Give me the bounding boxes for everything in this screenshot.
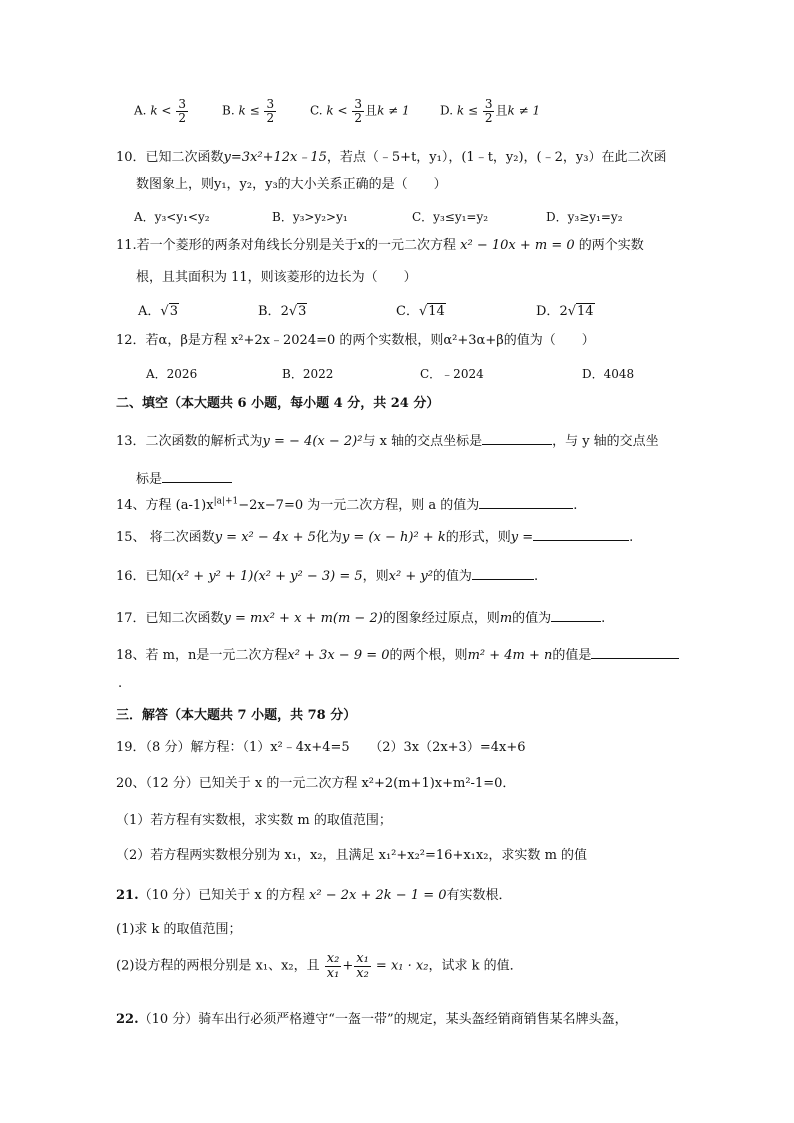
q15-end: .: [629, 530, 634, 545]
q13-text2: 与 x 轴的交点坐标是: [362, 434, 483, 449]
section3-title: 三．解答（本大题共 7 小题，共 78 分）: [116, 708, 357, 723]
q16-text1: 16．已知: [116, 569, 172, 584]
q18-eq1: x² + 3x − 9 = 0: [287, 648, 390, 663]
q11-b-coef: 2: [280, 304, 289, 319]
q20-line: 20、（12 分）已知关于 x 的一元二次方程 x²+2(m+1)x+m²-1=0．: [116, 776, 516, 791]
q22-text: （10 分）骑车出行必须严格遵守“一盔一带”的规定，某头盔经销商销售某名牌头盔，: [138, 1012, 628, 1027]
q9-option-d-and: 且: [495, 103, 508, 118]
q11-a-label: A．: [138, 304, 161, 319]
q18-line: [116, 646, 679, 664]
q18-eq2: m² + 4m + n: [467, 648, 553, 663]
q15-blank[interactable]: [533, 528, 629, 541]
q10-func: y=3x²+12x﹣15: [223, 150, 327, 165]
q15-text2: 化为: [315, 530, 342, 545]
q10-option-b: B．y₃>y₂>y₁: [272, 210, 348, 224]
q9-a-den: 2: [178, 110, 186, 125]
q9-option-a-var: k: [150, 103, 158, 118]
q9-options: [134, 98, 594, 138]
q21-frac1-den: x₁: [326, 965, 340, 981]
q13-equation: y = − 4(x − 2)²: [262, 434, 363, 449]
q21-part2: (2)设方程的两根分别是 x₁、x₂，且 $\frac{\text{x₂}}{\text{x₁}}$ + $\frac{\text{x₁}}{\text{x₂}}$ = x₁ · x₂，试求 k 的值．: [116, 951, 523, 981]
q9-option-a-op: <: [161, 103, 172, 118]
q18-end: .: [118, 676, 123, 691]
q21-p2a: (2)设方程的两根分别是 x₁、x₂，且: [116, 958, 320, 974]
q21-part1: (1)求 k 的取值范围；: [116, 922, 242, 937]
q9-option-d-label: D.: [440, 103, 454, 118]
q13-line2: [136, 470, 232, 488]
q9-option-c-op: <: [337, 103, 348, 118]
q15-text3: 的形式，则: [445, 530, 511, 545]
q17-eq2: m: [499, 611, 513, 626]
q13-text4: 标是: [136, 472, 163, 487]
q21-num: 21.: [116, 888, 139, 903]
q11-equation: x² − 10x + m = 0: [460, 238, 575, 253]
q11-option-b: [258, 300, 307, 319]
q17-text2: 的图象经过原点，则: [382, 611, 500, 626]
q9-option-d-op: ≤: [467, 103, 479, 118]
q10-option-a: A．y₃<y₁<y₂: [134, 210, 210, 224]
q9-option-b-frac: [264, 98, 276, 124]
q9-option-c-cond: k ≠ 1: [377, 103, 410, 118]
q9-d-num: 3: [484, 97, 493, 111]
q9-option-d-var: k: [456, 103, 465, 118]
q11-a-rad: 3: [169, 304, 178, 319]
q11-d-rad: 14: [577, 304, 594, 319]
q10-option-c: C．y₃≤y₁=y₂: [412, 210, 489, 224]
q21-frac1: [325, 952, 342, 980]
q9-option-c-label: C.: [310, 103, 323, 118]
q11-d-sqrt: √14: [567, 304, 594, 319]
q12-options: [146, 365, 646, 383]
q11-d-coef: 2: [559, 304, 568, 319]
q21-frac2: [354, 952, 371, 980]
q16-blank[interactable]: [472, 567, 534, 580]
q11-option-a: [138, 300, 179, 319]
q14-text1: 14、方程 (a-1)x: [116, 498, 214, 513]
q21-line: [116, 888, 512, 904]
q16-eq1: (x² + y² + 1)(x² + y² − 3) = 5: [171, 569, 363, 584]
q10-line1: [116, 150, 666, 166]
q21-frac2-den: x₂: [356, 965, 369, 981]
q9-option-b: [222, 98, 277, 124]
q19-line: 19．（8 分）解方程：（1）x²﹣4x+4=5 （2）3x（2x+3）=4x+6: [116, 740, 526, 755]
q13-blank1[interactable]: [482, 432, 552, 445]
q17-eq1: y = mx² + x + m(m − 2): [223, 611, 383, 626]
q16-end: .: [533, 569, 539, 584]
q22-num: 22.: [116, 1012, 139, 1027]
q9-d-den: 2: [484, 110, 493, 125]
q9-option-a-label: A.: [134, 103, 147, 118]
q14-end: .: [573, 498, 578, 513]
q22-line: [116, 1012, 628, 1028]
q9-option-a: [134, 98, 189, 124]
q16-text3: 的值为: [432, 569, 472, 584]
q14-blank[interactable]: [479, 496, 573, 509]
q9-option-b-var: k: [238, 103, 246, 118]
q11-a-sqrt: √3: [160, 304, 178, 319]
q11-b-label: B．: [258, 304, 281, 319]
q14-text2: −2x−7=0 为一元二次方程，则 a 的值为: [238, 498, 480, 513]
q15-eq2: y = (x − h)² + k: [341, 530, 446, 545]
q20-part1: （1）若方程有实数根，求实数 m 的取值范围；: [116, 813, 392, 828]
q13-blank2[interactable]: [162, 470, 232, 483]
q11-b-sqrt: √3: [288, 304, 307, 319]
q9-c-den: 2: [354, 110, 363, 125]
section2-title: 二、填空（本大题共 6 小题，每小题 4 分，共 24 分）: [116, 396, 440, 411]
q9-a-num: 3: [178, 97, 186, 111]
q15-text1: 15、 将二次函数: [116, 530, 215, 545]
q21-frac1-num: x₂: [326, 951, 340, 966]
q11-option-c: [396, 300, 446, 319]
q21-p2b: = x₁ · x₂: [375, 958, 429, 974]
q17-blank[interactable]: [551, 609, 601, 622]
q10-line2: 数图象上，则y₁，y₂，y₃的大小关系正确的是（ ）: [136, 177, 447, 192]
q11-c-label: C．: [396, 304, 419, 319]
q15-eq3: y =: [510, 530, 534, 545]
q16-eq2: x² + y²: [388, 569, 433, 584]
q10-text1: 10．已知二次函数: [116, 150, 224, 165]
q9-c-num: 3: [354, 97, 363, 111]
q15-line: [116, 528, 633, 546]
q11-line2: 根，且其面积为 11，则该菱形的边长为（ ）: [136, 270, 417, 285]
q9-option-a-frac: [176, 98, 188, 124]
q10-option-d: D．y₃≥y₁=y₂: [546, 210, 623, 224]
q9-b-den: 2: [266, 110, 275, 125]
q14-exp: |a|+1: [213, 496, 239, 507]
q10-options: [134, 208, 654, 226]
q9-option-b-label: B.: [222, 103, 235, 118]
q17-line: [116, 609, 605, 627]
q20-part2: （2）若方程两实数根分别为 x₁，x₂，且满足 x₁²+x₂²=16+x₁x₂，求实数 m 的值: [116, 848, 588, 863]
q12-option-b: B．2022: [282, 367, 334, 381]
q9-option-d-frac: [483, 98, 495, 124]
q18-text3: 的值是: [552, 648, 592, 663]
q17-end: .: [601, 611, 606, 626]
q11-options: [138, 300, 618, 320]
q11-c-sqrt: √14: [418, 304, 445, 319]
q11-line1: [116, 238, 644, 254]
q21-frac2-num: x₁: [356, 951, 369, 966]
q13-text1: 13．二次函数的解析式为: [116, 434, 263, 449]
q16-line: [116, 567, 538, 585]
q14-line: [116, 496, 577, 514]
q9-option-c-and: 且: [365, 103, 378, 118]
q12-option-c: C．﹣2024: [420, 367, 484, 381]
q9-option-d: [440, 98, 540, 124]
q17-text3: 的值为: [512, 611, 552, 626]
q11-option-d: [536, 300, 595, 319]
q18-text1: 18、若 m，n是一元二次方程: [116, 648, 288, 663]
q12-option-d: D．4048: [582, 367, 635, 381]
q18-blank[interactable]: [591, 646, 679, 659]
q9-option-c-frac: [352, 98, 364, 124]
q11-text2: 的两个实数: [578, 238, 644, 253]
q9-b-num: 3: [266, 97, 275, 111]
q11-d-label: D．: [536, 304, 560, 319]
q9-option-c: [310, 98, 410, 124]
q11-b-rad: 3: [298, 304, 307, 319]
q11-text1: 11.若一个菱形的两条对角线长分别是关于x的一元二次方程: [116, 238, 457, 253]
q11-c-rad: 14: [428, 304, 445, 319]
q21-eq: x² − 2x + 2k − 1 = 0: [309, 888, 447, 903]
q10-text2: ，若点（﹣5+t，y₁），(1﹣t，y₂)，(﹣2，y₃）在此二次函: [326, 150, 667, 165]
q16-text2: ，则: [362, 569, 389, 584]
q21-text1: （10 分）已知关于 x 的方程: [138, 888, 305, 903]
q21-p2c: ，试求 k 的值．: [428, 958, 523, 974]
q12-option-a: A．2026: [146, 367, 198, 381]
q13-line1: [116, 432, 659, 450]
q15-eq1: y = x² − 4x + 5: [214, 530, 316, 545]
q17-text1: 17．已知二次函数: [116, 611, 224, 626]
q18-text2: 的两个根，则: [389, 648, 468, 663]
q13-text3: ，与 y 轴的交点坐: [552, 434, 659, 449]
q12-line1: 12．若α，β是方程 x²+2x﹣2024=0 的两个实数根，则α²+3α+β的值为（ ）: [116, 333, 595, 348]
q21-text2: 有实数根．: [446, 888, 512, 903]
q9-option-d-cond: k ≠ 1: [507, 103, 541, 118]
q9-option-c-var: k: [326, 103, 334, 118]
q9-option-b-op: ≤: [249, 103, 260, 118]
